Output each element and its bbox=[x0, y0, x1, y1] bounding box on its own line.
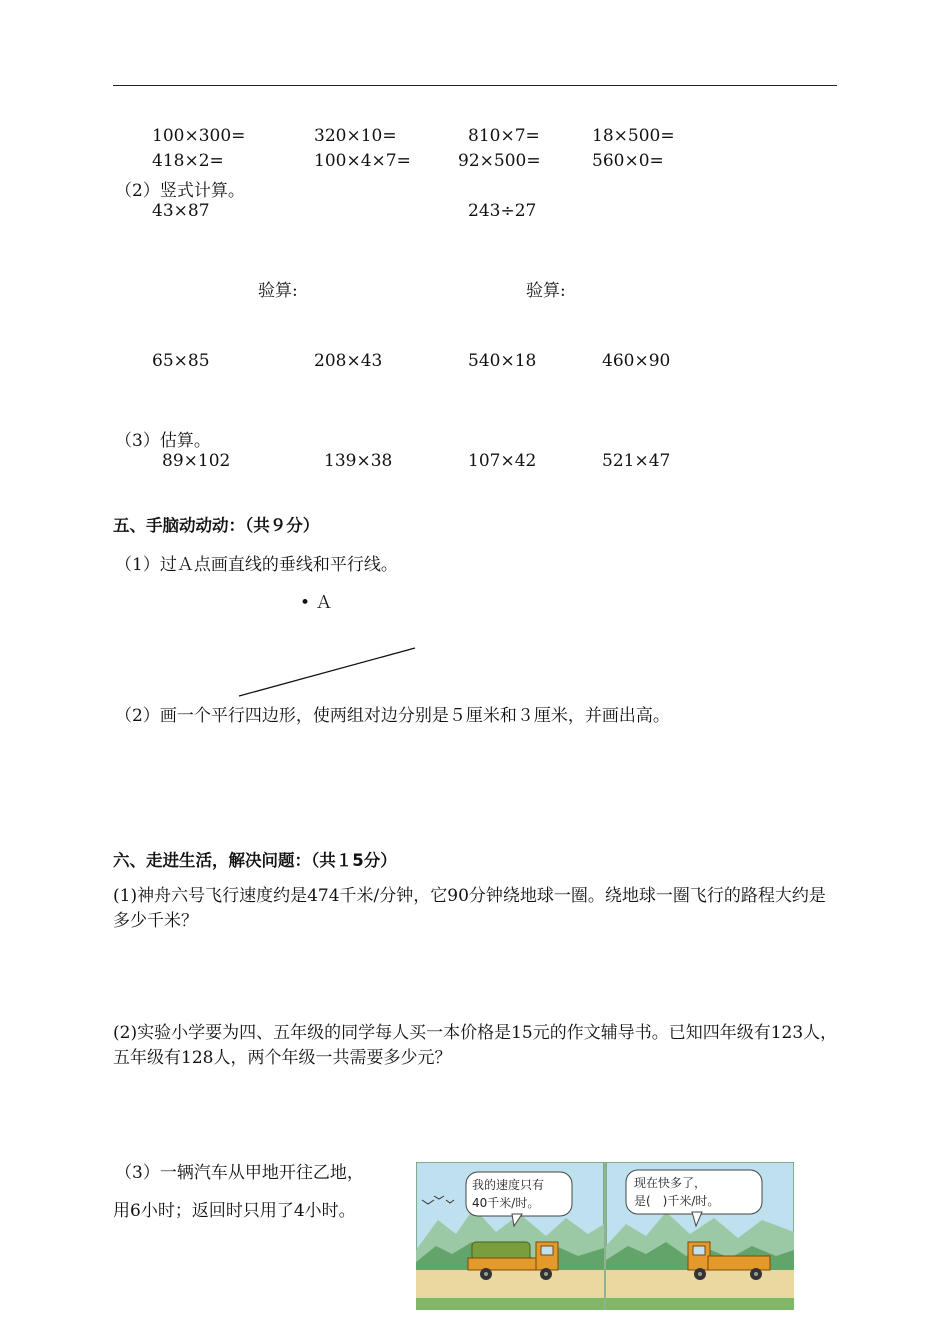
oral-problem: 92×500= bbox=[458, 151, 541, 171]
bubble1-line1: 我的速度只有 bbox=[472, 1178, 545, 1192]
vertical-problem: 43×87 bbox=[152, 201, 210, 221]
point-a-label: • Ａ bbox=[300, 593, 333, 613]
section-6-q3-line2: 用6小时；返回时只用了4小时。 bbox=[113, 1201, 356, 1221]
truck-cartoon bbox=[416, 1162, 794, 1310]
oral-problem: 320×10= bbox=[314, 126, 397, 146]
section-5-title: 五、手脑动动动：（共９分） bbox=[113, 516, 320, 535]
truck-cartoon-illustration bbox=[416, 1162, 794, 1310]
vertical-problem: 540×18 bbox=[468, 351, 537, 371]
oral-problem: 418×2= bbox=[152, 151, 224, 171]
section-6-q1: (1)神舟六号飞行速度约是474千米/分钟，它90分钟绕地球一圈。绕地球一圈飞行的路程大约是多少千米？ bbox=[113, 886, 826, 931]
check-label: 验算: bbox=[526, 281, 566, 301]
bubble2-line1: 现在快多了， bbox=[634, 1176, 707, 1190]
vertical-problem: 460×90 bbox=[602, 351, 671, 371]
section-5-q2: （2）画一个平行四边形，使两组对边分别是５厘米和３厘米，并画出高。 bbox=[115, 706, 670, 726]
section-6-q3-line1: （3）一辆汽车从甲地开往乙地， bbox=[115, 1163, 364, 1183]
vertical-problem: 65×85 bbox=[152, 351, 210, 371]
bubble1-line2: 40千米/时。 bbox=[472, 1196, 540, 1210]
estimate-problem: 521×47 bbox=[602, 451, 671, 471]
oral-problem: 18×500= bbox=[592, 126, 675, 146]
section-5-q1: （1）过Ａ点画直线的垂线和平行线。 bbox=[115, 555, 398, 575]
estimate-heading: （3）估算。 bbox=[115, 431, 211, 451]
section-6-q2: (2)实验小学要为四、五年级的同学每人买一本价格是15元的作文辅导书。已知四年级有123人，五年级有128人，两个年级一共需要多少元？ bbox=[113, 1023, 838, 1068]
oral-problem: 810×7= bbox=[468, 126, 540, 146]
estimate-problem: 89×102 bbox=[162, 451, 231, 471]
vertical-calc-heading: （2）竖式计算。 bbox=[115, 181, 245, 201]
check-label: 验算: bbox=[258, 281, 298, 301]
oral-problem: 560×0= bbox=[592, 151, 664, 171]
vertical-problem: 208×43 bbox=[314, 351, 383, 371]
section-6-title: 六、走进生活，解决问题：（共１5分） bbox=[113, 851, 397, 870]
cartoon-panel-right bbox=[606, 1162, 794, 1310]
oral-problem: 100×4×7= bbox=[314, 151, 411, 171]
given-line bbox=[239, 648, 415, 696]
bubble2-line2: 是( )千米/时。 bbox=[634, 1194, 720, 1208]
cartoon-panel-left bbox=[416, 1162, 604, 1310]
vertical-problem: 243÷27 bbox=[468, 201, 537, 221]
estimate-problem: 139×38 bbox=[324, 451, 393, 471]
estimate-problem: 107×42 bbox=[468, 451, 537, 471]
oral-problem: 100×300= bbox=[152, 126, 246, 146]
